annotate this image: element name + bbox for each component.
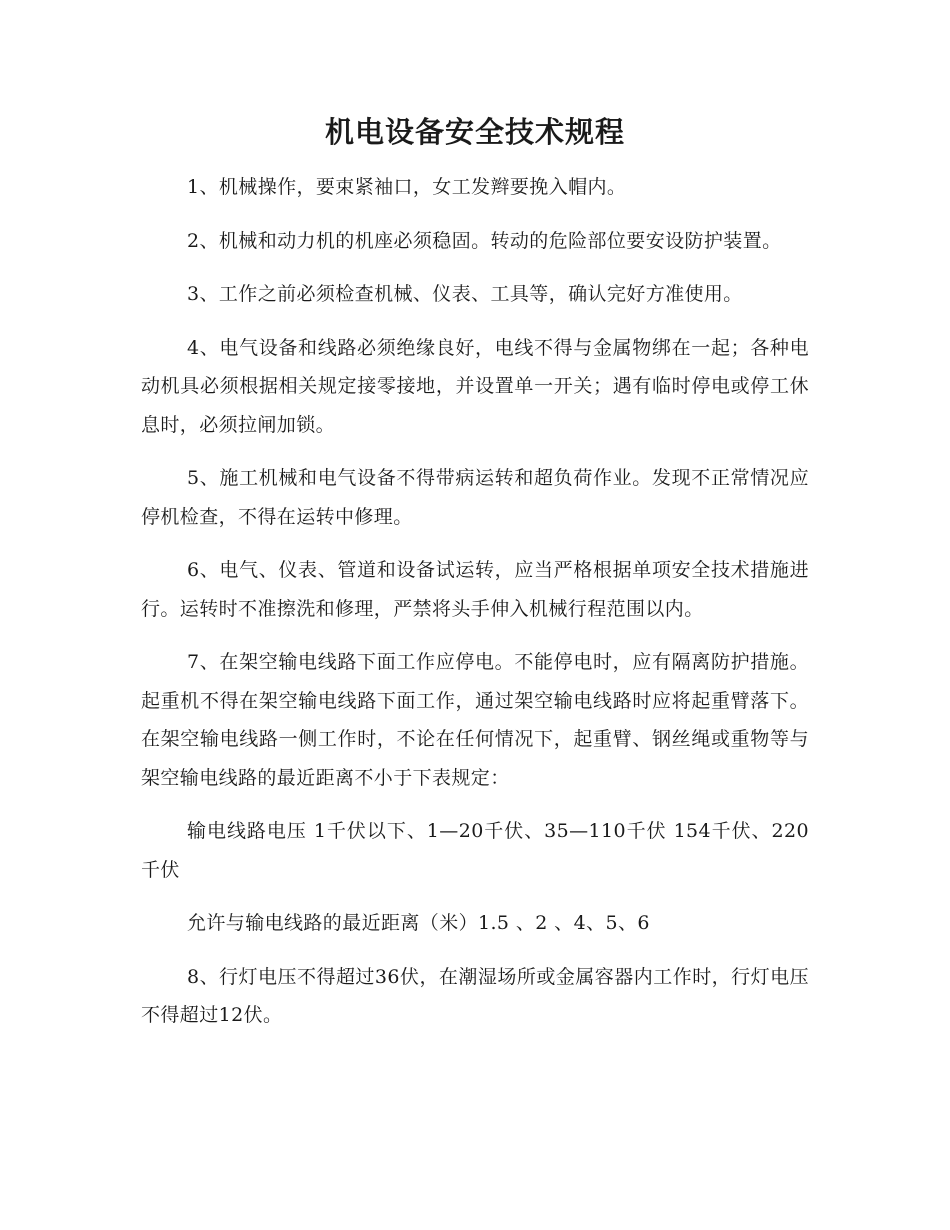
paragraph-8: 8、行灯电压不得超过36伏，在潮湿场所或金属容器内工作时，行灯电压不得超过12伏。 (141, 965, 809, 1026)
document-title: 机电设备安全技术规程 (324, 115, 625, 149)
paragraph-4: 4、电气设备和线路必须绝缘良好，电线不得与金属物绑在一起；各种电动机具必须根据相关规定接零接地，并设置单一开关；遇有临时停电或停工休息时，必须拉闸加锁。 (141, 336, 809, 436)
paragraph-5: 5、施工机械和电气设备不得带病运转和超负荷作业。发现不正常情况应停机检查，不得在运转中修理。 (141, 467, 809, 528)
paragraph-1: 1、机械操作，要束紧袖口，女工发辫要挽入帽内。 (187, 176, 627, 198)
distance-row: 允许与输电线路的最近距离（米）1.5 、2 、4、5、6 (187, 912, 650, 934)
paragraph-3: 3、工作之前必须检查机械、仪表、工具等，确认完好方准使用。 (187, 283, 743, 305)
voltage-row: 输电线路电压 1千伏以下、1—20千伏、35—110千伏 154千伏、220千伏 (141, 820, 809, 881)
paragraph-2: 2、机械和动力机的机座必须稳固。转动的危险部位要安设防护装置。 (187, 229, 782, 252)
paragraph-7: 7、在架空输电线路下面工作应停电。不能停电时，应有隔离防护措施。起重机不得在架空输电线路下面工作，通过架空输电线路时应将起重臂落下。在架空输电线路一侧工作时，不论在任何情况下，起重臂、钢丝绳或重物等与架空输电线路的最近距离不小于下表规定： (141, 651, 809, 789)
paragraph-6: 6、电气、仪表、管道和设备试运转，应当严格根据单项安全技术措施进行。运转时不准擦洗和修理，严禁将头手伸入机械行程范围以内。 (141, 559, 809, 620)
document-page (141, 108, 809, 1050)
